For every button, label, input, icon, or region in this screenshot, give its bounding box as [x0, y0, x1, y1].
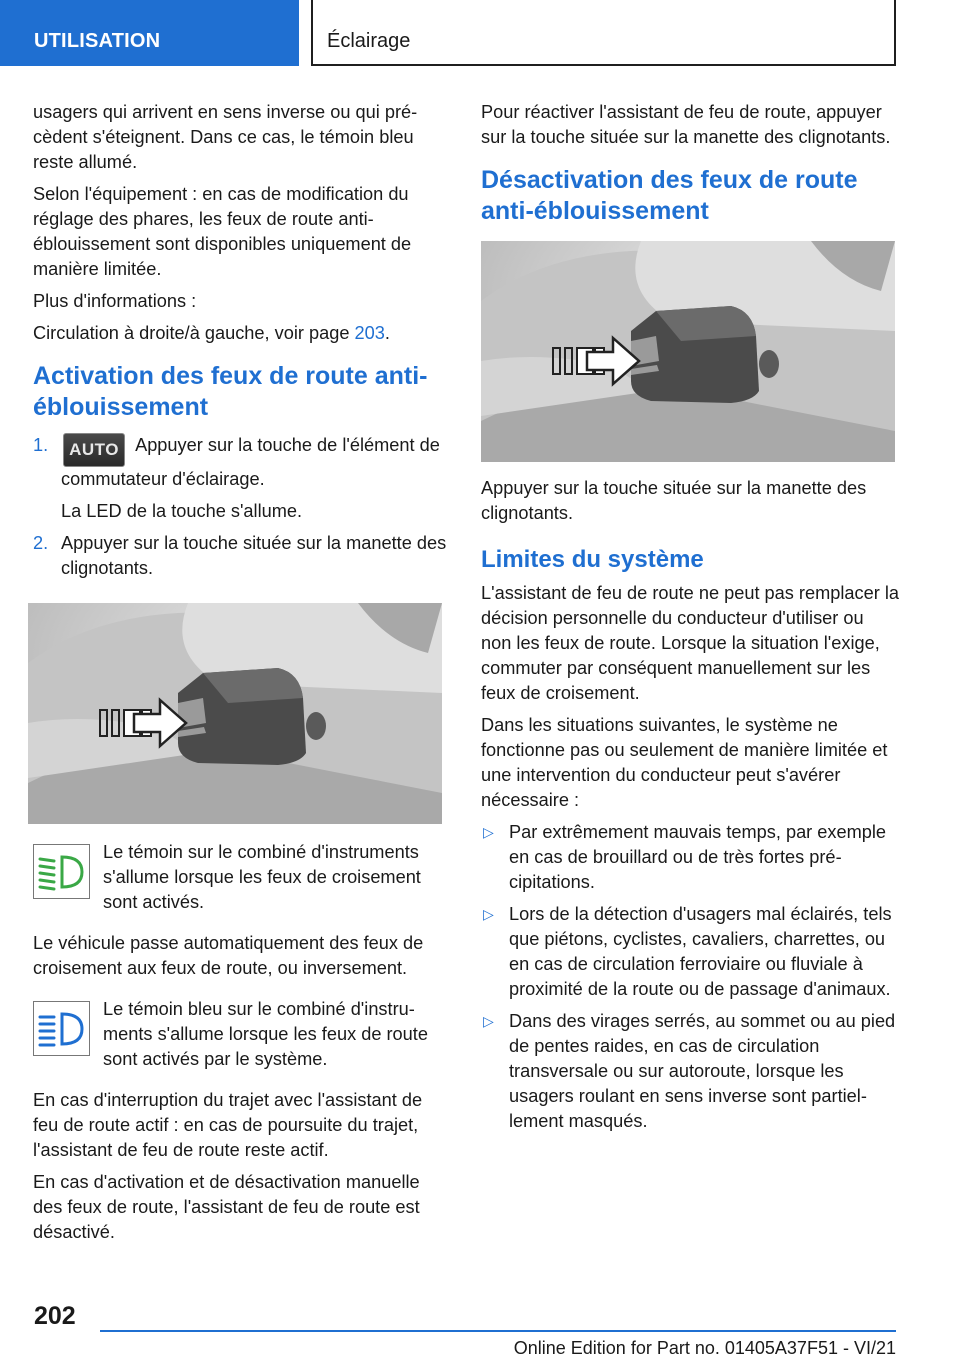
- note-text: Le témoin bleu sur le combiné d'instruments s'allume lorsque les feux de route sont activés par le système.: [103, 999, 428, 1069]
- left-column: [33, 100, 451, 1252]
- list-item-text: Dans des virages serrés, au sommet ou au pied de pentes raides, en cas de circulation transversale ou sur autoroute, lorsque les usagers roulant en sens inverse sont partiellement masqués.: [509, 1011, 896, 1131]
- lever-illustration: [28, 603, 442, 824]
- high-beam-note: [33, 997, 451, 1072]
- list-item: [481, 1009, 899, 1134]
- page-number: 202: [34, 1302, 76, 1330]
- step-text: Appuyer sur la touche située sur la manette des clignotants.: [61, 533, 447, 578]
- paragraph: usagers qui arrivent en sens inverse ou qui précèdent s'éteignent. Dans ce cas, le témoin bleu reste allumé.: [33, 102, 418, 172]
- paragraph: Plus d'informations :: [33, 291, 197, 311]
- step-number: 2.: [33, 533, 49, 553]
- heading-limits: Limites du système: [481, 546, 704, 573]
- step-number: 1.: [33, 435, 49, 455]
- page-link[interactable]: 203: [354, 323, 385, 343]
- list-item-text: Lors de la détection d'usagers mal éclairés, tels que piétons, cyclistes, cavaliers, charrettes, ou en cas de circulation ferroviaire ou fluviale à proximité de la route ou de passage d'animaux.: [509, 904, 892, 999]
- list-item: [481, 902, 899, 1002]
- crossref-text: Circulation à droite/à gauche, voir page: [33, 323, 355, 343]
- paragraph: Selon l'équipement : en cas de modification du réglage des phares, les feux de route anti-éblouissement sont disponibles uniquement de manière limitée.: [33, 184, 412, 279]
- chapter-title: Éclairage: [311, 0, 896, 66]
- paragraph-crossref: [33, 321, 451, 346]
- list-item-text: Par extrêmement mauvais temps, par exemple en cas de brouillard ou de très fortes précipitations.: [509, 822, 887, 892]
- step-subtext: La LED de la touche s'allume.: [61, 501, 303, 521]
- bullet-triangle-icon: ▷: [483, 1013, 494, 1029]
- turn-signal-lever-photo: [28, 603, 442, 824]
- paragraph: Pour réactiver l'assistant de feu de route, appuyer sur la touche située sur la manette des clignotants.: [481, 102, 891, 147]
- step-1: [33, 433, 451, 524]
- high-beam-indicator-icon: [33, 1001, 90, 1056]
- bullet-triangle-icon: ▷: [483, 906, 494, 922]
- heading-deactivation: Désactivation des feux de route anti-éblouissement: [481, 166, 858, 225]
- step-text: Appuyer sur la touche de l'élément de commutateur d'éclairage.: [61, 435, 440, 489]
- crossref-end: .: [384, 323, 390, 343]
- low-beam-indicator-icon: [33, 844, 90, 899]
- edition-note: Online Edition for Part no. 01405A37F51 - VI/21: [513, 1338, 896, 1358]
- paragraph: L'assistant de feu de route ne peut pas remplacer la décision personnelle du conducteur d'utiliser ou non les feux de route. Lorsque la situation l'exige, commuter par conséquent manuellement sur les feux de croisement.: [481, 583, 900, 703]
- turn-signal-lever-photo: [481, 241, 895, 462]
- paragraph: Le véhicule passe automatiquement des feux de croisement aux feux de route, ou inversement.: [33, 933, 424, 978]
- footer-divider: [100, 1330, 896, 1332]
- right-column: [481, 100, 899, 1141]
- section-tab: UTILISATION: [0, 0, 299, 66]
- paragraph: Appuyer sur la touche située sur la manette des clignotants.: [481, 478, 867, 523]
- list-item: [481, 820, 899, 895]
- auto-button-icon: AUTO: [63, 433, 125, 467]
- lever-illustration: [481, 241, 895, 462]
- paragraph: En cas d'interruption du trajet avec l'assistant de feu de route actif : en cas de poursuite du trajet, l'assistant de feu de route reste actif.: [33, 1090, 423, 1160]
- heading-activation: Activation des feux de route anti-éblouissement: [33, 362, 428, 421]
- low-beam-note: [33, 840, 451, 915]
- paragraph: Dans les situations suivantes, le système ne fonctionne pas ou seulement de manière limitée et une intervention du conducteur peut s'avérer nécessaire :: [481, 715, 888, 810]
- paragraph: En cas d'activation et de désactivation manuelle des feux de route, l'assistant de feu de route est désactivé.: [33, 1172, 420, 1242]
- note-text: Le témoin sur le combiné d'instruments s'allume lorsque les feux de croisement sont activés.: [103, 842, 421, 912]
- step-2: [33, 531, 451, 581]
- bullet-triangle-icon: ▷: [483, 824, 494, 840]
